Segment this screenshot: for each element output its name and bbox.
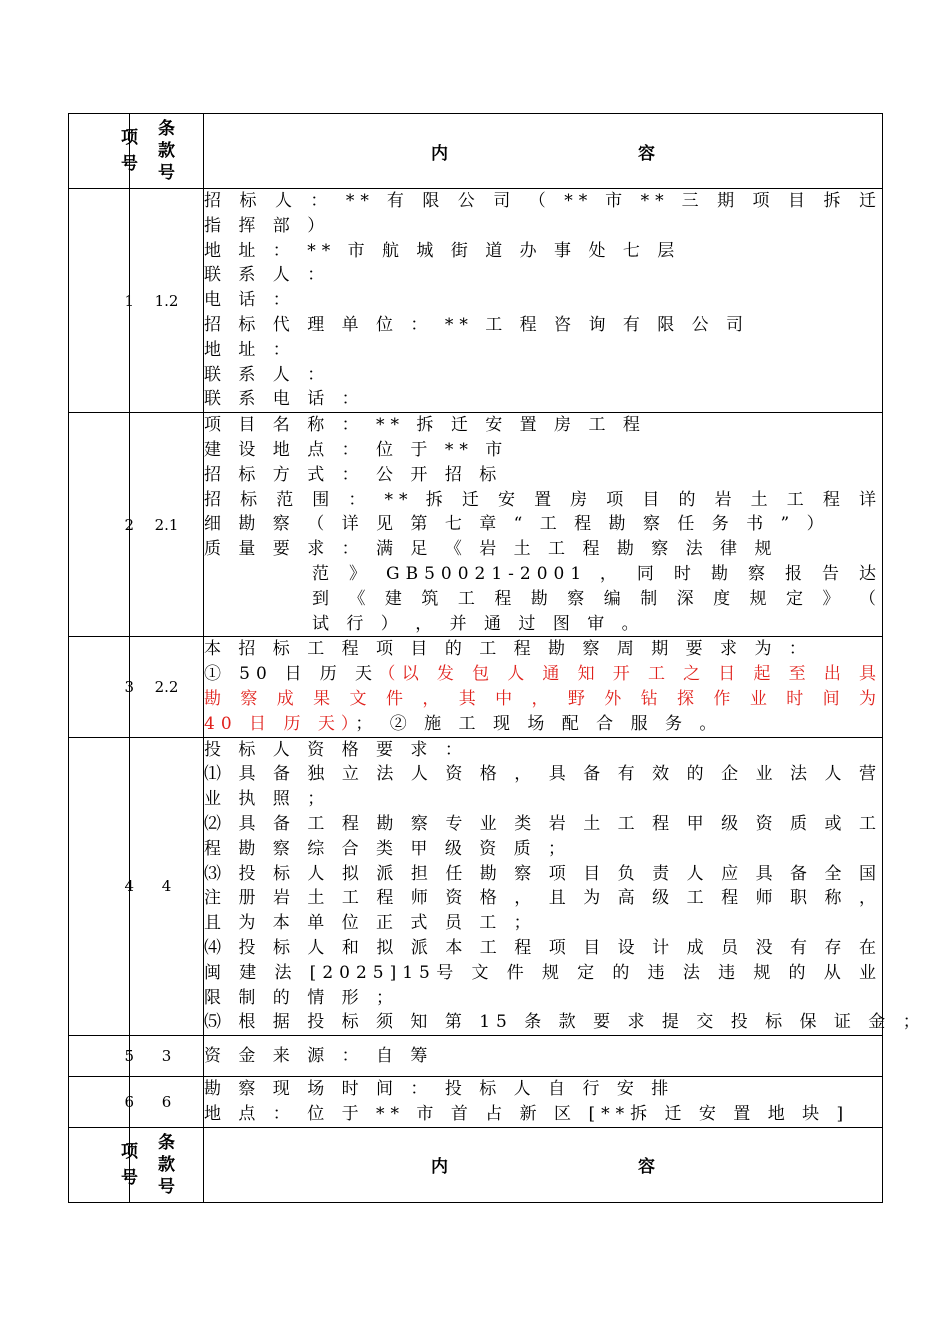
table-row <box>69 637 883 737</box>
row-content: 投 标 人 资 格 要 求 ： ⑴ 具 备 独 立 法 人 资 格 ， 具 备 有 效 的 企 业 法 人 营 业 执 照 ； ⑵ 具 备 工 程 勘 察 专 业 类 岩 土 工 程 甲 级 资 质 或 工 程 勘 察 综 合 类 甲 级 资 质 ； ⑶ 投 标 人 拟 派 担 任 勘 察 项 目 负 责 人 应 具 备 全 国 注 册 岩 土 工 程 师 资 格 ， 且 为 高 级 工 程 师 职 称 ， 且 为 本 单 位 正 式 员 工 ； ⑷ 投 标 人 和 拟 派 本 工 程 项 目 设 计 成 员 没 有 存 在 闽 建 法 [2025]15号 文 件 规 定 的 违 法 违 规 的 从 业 限 制 的 情 形 ； ⑸ 根 据 投 标 须 知 第 15 条 款 要 求 提 交 投 标 保 证 金 ； <box>204 737 883 1036</box>
row-content: 项 目 名 称 ： ** 拆 迁 安 置 房 工 程 建 设 地 点 ： 位 于 ** 市 招 标 方 式 ： 公 开 招 标 招 标 范 围 ： ** 拆 迁 安 置 房 项 目 的 岩 土 工 程 详 细 勘 察 （ 详 见 第 七 章 “ 工 程 勘 察 任 务 书 ” ） 质 量 要 求 ： 满 足 《 岩 土 工 程 勘 察 法 律 规 范 》 GB50021-2001 ， 同 时 勘 察 报 告 达 到 《 建 筑 工 程 勘 察 编 制 深 度 规 定 》 （ 试 行 ） ， 并 通 过 图 审 。 <box>204 413 883 637</box>
clause-number: 2.2 <box>130 637 204 737</box>
header-content: 内 容 <box>204 114 883 189</box>
table-header-row <box>69 114 883 189</box>
survey-period-detail: （以 发 包 人 通 知 开 工 之 日 起 至 出 具 勘 察 成 果 文 件 ， 其 中 ， 野 外 钻 探 作 业 时 间 为 40 日 历 天） <box>204 664 883 734</box>
row-content: 勘 察 现 场 时 间 ： 投 标 人 自 行 安 排 地 点 ： 位 于 ** 市 首 占 新 区 [**拆 迁 安 置 地 块 ] <box>204 1077 883 1128</box>
header-content: 内 容 <box>204 1127 883 1202</box>
clause-number: 4 <box>130 737 204 1036</box>
row-content: 资 金 来 源 ： 自 筹 <box>204 1036 883 1077</box>
header-item-number: 项 号 <box>69 1127 130 1202</box>
row-content: 招 标 人 ： ** 有 限 公 司 （ ** 市 ** 三 期 项 目 拆 迁 指 挥 部 ） 地 址 ： ** 市 航 城 街 道 办 事 处 七 层 联 系 人 ： 电 话 ： 招 标 代 理 单 位 ： ** 工 程 咨 询 有 限 公 司 地 址 ： 联 系 人 ： 联 系 电 话 ： <box>204 189 883 413</box>
table-row <box>69 737 883 1036</box>
clause-number: 6 <box>130 1077 204 1128</box>
row-content: 本 招 标 工 程 项 目 的 工 程 勘 察 周 期 要 求 为 ： ① 50 日 历 天（以 发 包 人 通 知 开 工 之 日 起 至 出 具 勘 察 成 果 文 件 ， 其 中 ， 野 外 钻 探 作 业 时 间 为 40 日 历 天）； ② 施 工 现 场 配 合 服 务 。 <box>204 637 883 737</box>
row-number: 6 <box>69 1077 130 1128</box>
table-row <box>69 413 883 637</box>
row-number: 1 <box>69 189 130 413</box>
clause-number: 3 <box>130 1036 204 1077</box>
row-number: 3 <box>69 637 130 737</box>
header-clause-number: 条 款 号 <box>130 1127 204 1202</box>
table-row <box>69 1077 883 1128</box>
survey-period: ① 50 日 历 天（以 发 包 人 通 知 开 工 之 日 起 至 出 具 勘 察 成 果 文 件 ， 其 中 ， 野 外 钻 探 作 业 时 间 为 40 日 历 天）； ② 施 工 现 场 配 合 服 务 。 <box>204 664 883 734</box>
clause-number: 2.1 <box>130 413 204 637</box>
row-number: 2 <box>69 413 130 637</box>
row-number: 4 <box>69 737 130 1036</box>
header-item-number: 项 号 <box>69 114 130 189</box>
row-number: 5 <box>69 1036 130 1077</box>
table-row <box>69 1036 883 1077</box>
header-clause-number: 条 款 号 <box>130 114 204 189</box>
table-header-row-repeat <box>69 1127 883 1202</box>
bid-info-table <box>68 113 926 1203</box>
table-row <box>69 189 883 413</box>
clause-number: 1.2 <box>130 189 204 413</box>
